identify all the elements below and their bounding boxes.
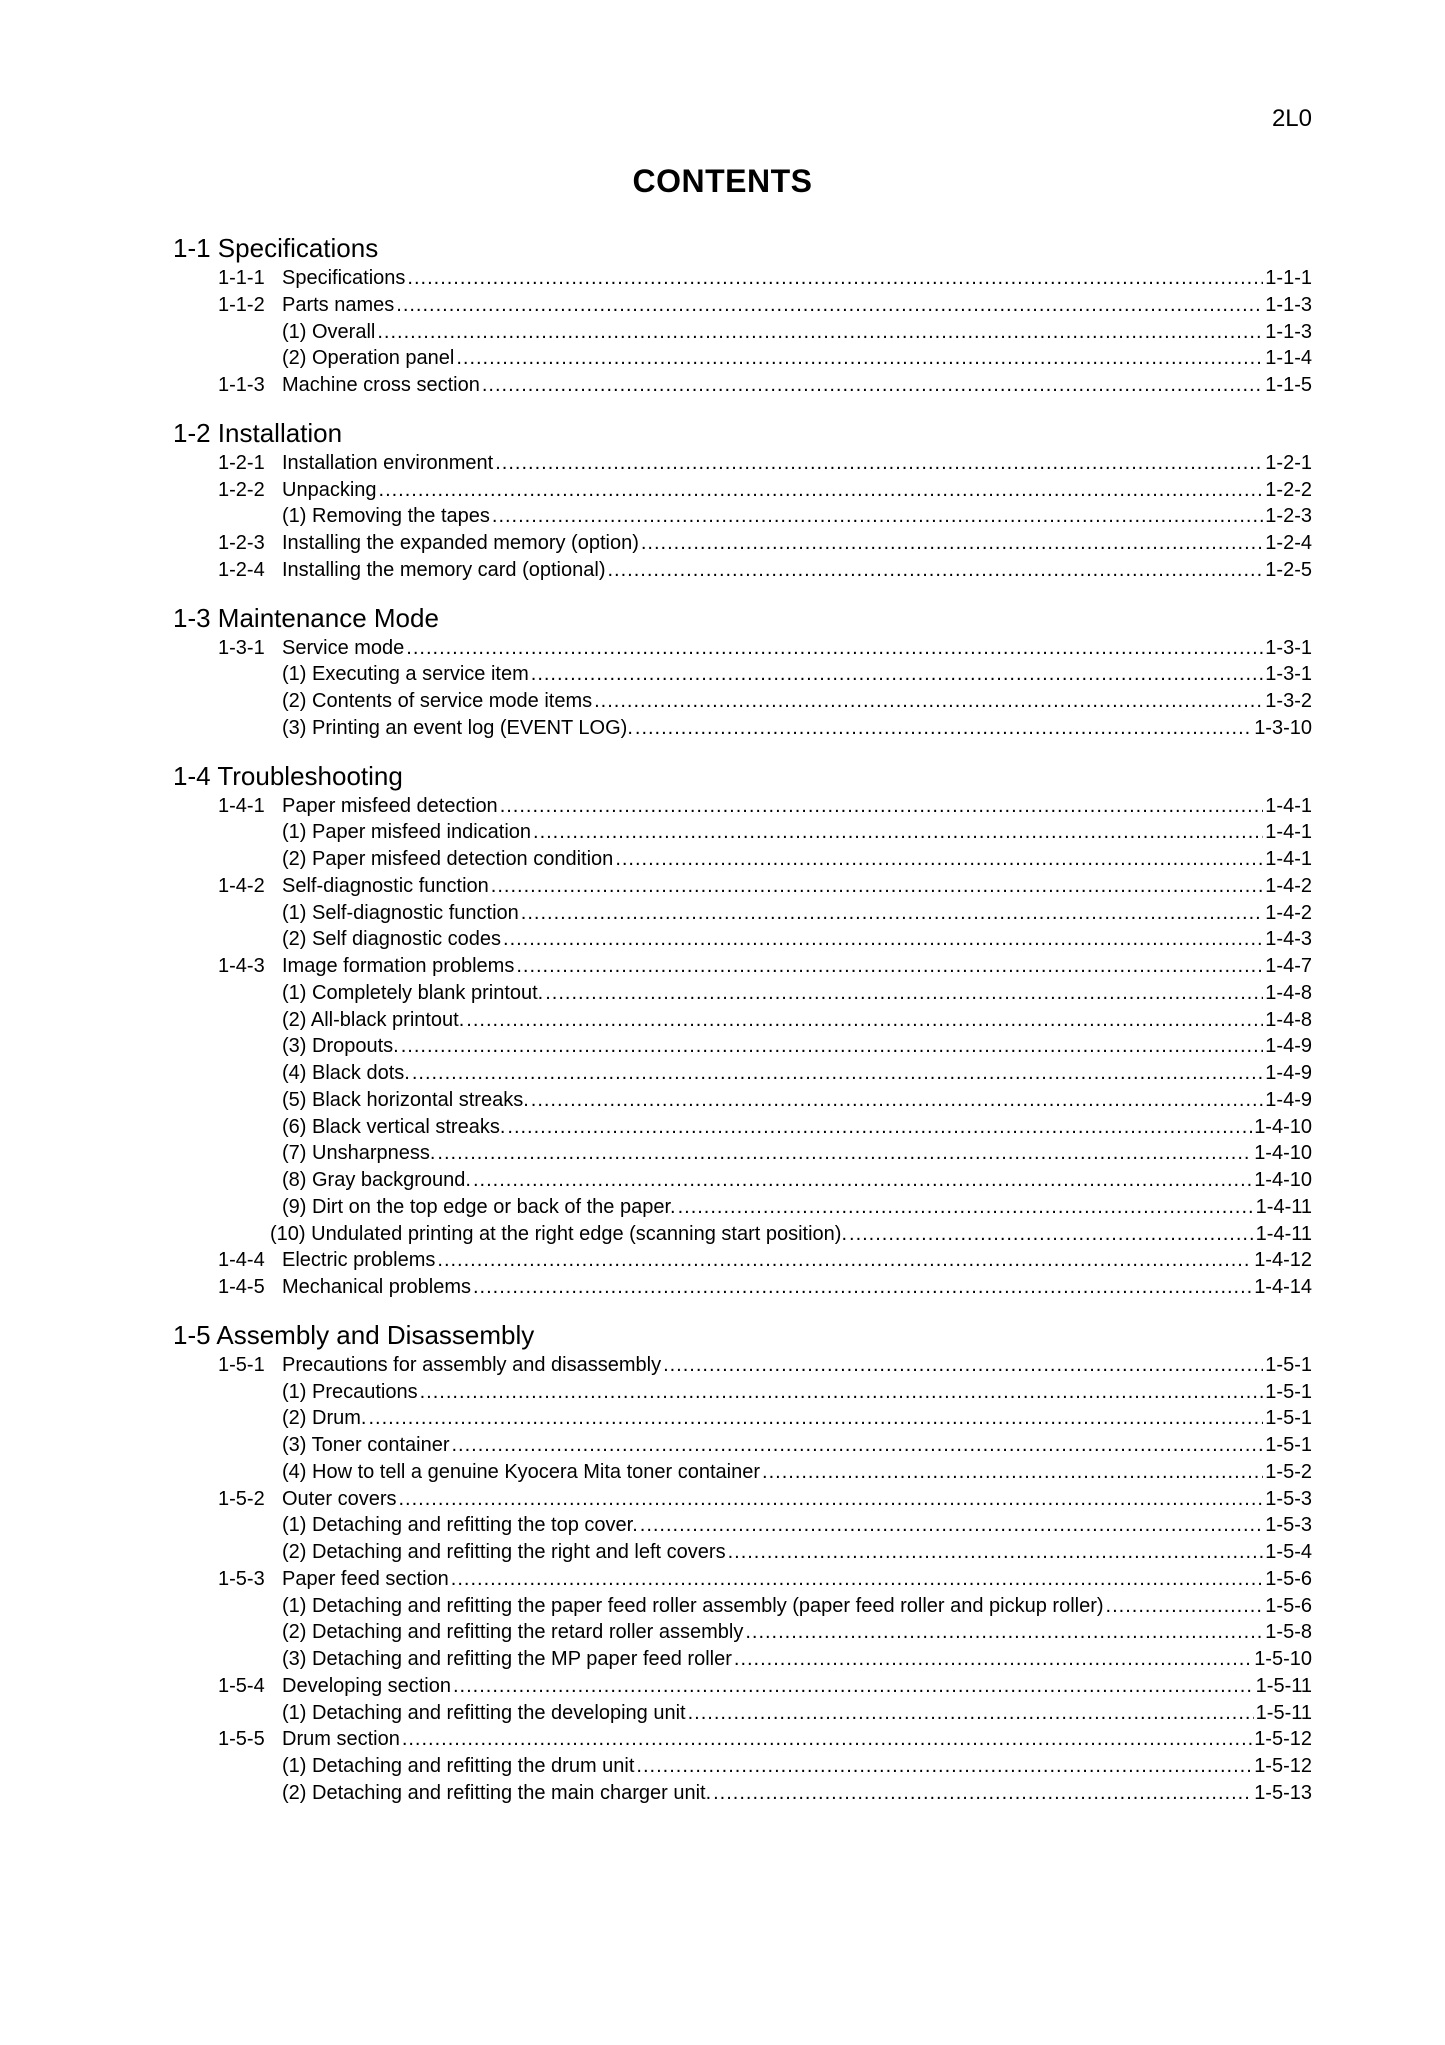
entry-page-number: 1-5-11 <box>1255 1674 1312 1697</box>
entry-title: (4) Black dots. <box>282 1062 410 1084</box>
entry-title: (3) Printing an event log (EVENT LOG). <box>282 716 633 739</box>
entry-number: 1-3-1 <box>218 636 265 659</box>
entry-page-number: 1-4-10 <box>1254 1115 1312 1138</box>
dot-leader <box>482 372 1263 399</box>
toc-subentry[interactable] <box>173 661 1312 688</box>
toc-entry[interactable] <box>173 1566 1312 1593</box>
entry-number: 1-5-5 <box>218 1728 265 1751</box>
dot-leader <box>368 1405 1263 1432</box>
toc-subentry[interactable] <box>173 715 1312 742</box>
entry-title: (10) Undulated printing at the right edge (scanning start position). <box>270 1222 848 1245</box>
entry-title: (2) Detaching and refitting the right and left covers <box>282 1541 726 1563</box>
toc-subentry[interactable] <box>173 819 1312 846</box>
entry-title: (2) All-black printout. <box>282 1008 465 1031</box>
toc-subentry[interactable] <box>173 1700 1312 1727</box>
entry-title: Drum section <box>282 1728 400 1751</box>
entry-page-number: 1-5-8 <box>1265 1621 1312 1644</box>
dot-leader <box>396 292 1263 319</box>
entry-title: (1) Overall <box>282 320 376 343</box>
dot-leader <box>1106 1593 1264 1620</box>
entry-title: (2) Self diagnostic codes <box>282 928 502 951</box>
entry-title: (1) Precautions <box>282 1380 418 1403</box>
entry-title: Specifications <box>282 267 406 289</box>
dot-leader <box>849 1221 1254 1248</box>
entry-title: (1) Detaching and refitting the top cover. <box>282 1514 638 1537</box>
toc-subentry[interactable] <box>173 1060 1312 1087</box>
dot-leader <box>456 345 1263 372</box>
entry-title: Electric problems <box>282 1249 436 1272</box>
dot-leader <box>473 1274 1252 1301</box>
dot-leader <box>533 819 1263 846</box>
toc-subentry[interactable] <box>173 926 1312 953</box>
toc-subentry[interactable] <box>173 1379 1312 1406</box>
entry-page-number: 1-5-1 <box>1265 1353 1312 1376</box>
toc-section <box>173 231 1312 399</box>
dot-leader <box>451 1566 1264 1593</box>
entry-page-number: 1-5-10 <box>1254 1648 1312 1670</box>
entry-title: (1) Completely blank printout. <box>282 981 544 1004</box>
entry-title: Installing the memory card (optional) <box>282 558 606 581</box>
dot-leader <box>401 1033 1264 1060</box>
dot-leader <box>437 1140 1252 1167</box>
entry-page-number: 1-4-7 <box>1265 955 1312 977</box>
toc-entry[interactable] <box>173 1247 1312 1274</box>
entry-number: 1-4-1 <box>218 794 265 817</box>
toc-subentry[interactable] <box>173 1033 1312 1060</box>
entry-number: 1-5-4 <box>218 1674 265 1697</box>
toc-entry[interactable] <box>173 450 1312 477</box>
entry-number: 1-4-4 <box>218 1249 265 1272</box>
toc-subentry[interactable] <box>173 1087 1312 1114</box>
dot-leader <box>745 1619 1263 1646</box>
toc-entry[interactable] <box>173 1352 1312 1379</box>
dot-leader <box>635 715 1252 742</box>
section-heading: 1-3 Maintenance Mode <box>173 602 439 633</box>
entry-page-number: 1-4-10 <box>1254 1169 1312 1191</box>
entry-number: 1-2-3 <box>218 532 265 554</box>
dot-leader <box>640 1512 1264 1539</box>
entry-number: 1-4-3 <box>218 955 265 977</box>
toc-subentry[interactable] <box>173 1646 1312 1673</box>
toc-subentry[interactable] <box>173 1619 1312 1646</box>
toc-subentry[interactable] <box>173 1753 1312 1780</box>
entry-number: 1-4-2 <box>218 874 265 897</box>
entry-title: Self-diagnostic function <box>282 874 489 897</box>
entry-title: (3) Detaching and refitting the MP paper feed roller <box>282 1648 732 1670</box>
toc-entry[interactable] <box>173 1726 1312 1753</box>
entry-page-number: 1-4-8 <box>1265 1008 1312 1031</box>
toc-entry[interactable] <box>173 1673 1312 1700</box>
toc-entry[interactable] <box>173 953 1312 980</box>
entry-title: (1) Detaching and refitting the paper feed roller assembly (paper feed roller and pickup roller) <box>282 1594 1104 1617</box>
entry-number: 1-5-1 <box>218 1353 265 1376</box>
entry-page-number: 1-5-11 <box>1255 1701 1312 1724</box>
toc-subentry[interactable] <box>173 1593 1312 1620</box>
toc-entry[interactable] <box>173 477 1312 504</box>
entry-number: 1-5-2 <box>218 1487 265 1510</box>
dot-leader <box>492 503 1263 530</box>
entry-title: Parts names <box>282 293 395 316</box>
section-heading: 1-2 Installation <box>173 417 343 448</box>
toc-entry[interactable] <box>173 292 1312 319</box>
entry-page-number: 1-5-1 <box>1265 1407 1312 1430</box>
dot-leader <box>420 1379 1264 1406</box>
entry-page-number: 1-1-3 <box>1265 320 1312 343</box>
entry-page-number: 1-4-11 <box>1255 1195 1312 1218</box>
entry-page-number: 1-4-1 <box>1265 848 1312 870</box>
dot-leader <box>663 1352 1263 1379</box>
entry-page-number: 1-5-6 <box>1265 1567 1312 1590</box>
toc-subentry[interactable] <box>173 980 1312 1007</box>
dot-leader <box>516 953 1263 980</box>
entry-title: (8) Gray background. <box>282 1169 471 1191</box>
dot-leader <box>734 1646 1252 1673</box>
table-of-contents <box>173 231 1312 1824</box>
toc-subentry[interactable] <box>173 1194 1312 1221</box>
toc-subentry[interactable] <box>173 1405 1312 1432</box>
toc-subentry[interactable] <box>173 1140 1312 1167</box>
dot-leader <box>636 1753 1252 1780</box>
entry-title: (1) Removing the tapes <box>282 505 490 528</box>
toc-subentry[interactable] <box>173 503 1312 530</box>
entry-number: 1-2-4 <box>218 558 265 581</box>
dot-leader <box>453 1673 1254 1700</box>
entry-page-number: 1-3-1 <box>1265 663 1312 686</box>
toc-entry[interactable] <box>173 873 1312 900</box>
entry-page-number: 1-4-10 <box>1254 1142 1312 1165</box>
entry-title: (1) Self-diagnostic function <box>282 901 519 924</box>
toc-subentry[interactable] <box>173 846 1312 873</box>
entry-page-number: 1-4-2 <box>1265 874 1312 897</box>
entry-title: Unpacking <box>282 478 377 501</box>
toc-section <box>173 759 1312 1301</box>
entry-title: (2) Drum. <box>282 1407 367 1430</box>
dot-leader <box>503 926 1263 953</box>
toc-subentry[interactable] <box>173 1007 1312 1034</box>
toc-entry[interactable] <box>173 793 1312 820</box>
entry-page-number: 1-4-11 <box>1255 1222 1312 1245</box>
dot-leader <box>406 635 1263 662</box>
entry-title: (2) Contents of service mode items <box>282 690 593 712</box>
entry-number: 1-1-2 <box>218 293 265 316</box>
dot-leader <box>607 557 1263 584</box>
entry-number: 1-2-2 <box>218 478 265 501</box>
dot-leader <box>678 1194 1254 1221</box>
entry-number: 1-1-3 <box>218 374 265 396</box>
entry-page-number: 1-2-4 <box>1265 532 1312 554</box>
entry-title: (2) Detaching and refitting the retard roller assembly <box>282 1621 744 1644</box>
toc-subentry[interactable] <box>173 1512 1312 1539</box>
dot-leader <box>398 1486 1263 1513</box>
toc-entry[interactable] <box>173 530 1312 557</box>
toc-entry[interactable] <box>173 1486 1312 1513</box>
dot-leader <box>713 1780 1252 1807</box>
dot-leader <box>452 1432 1264 1459</box>
toc-section <box>173 1318 1312 1807</box>
entry-title: Developing section <box>282 1674 451 1697</box>
entry-page-number: 1-4-3 <box>1265 928 1312 951</box>
dot-leader <box>521 900 1264 927</box>
toc-subentry[interactable] <box>173 345 1312 372</box>
entry-title: Machine cross section <box>282 374 480 396</box>
entry-page-number: 1-4-14 <box>1254 1276 1312 1298</box>
entry-number: 1-1-1 <box>218 267 265 289</box>
entry-page-number: 1-5-6 <box>1265 1594 1312 1617</box>
entry-page-number: 1-4-9 <box>1265 1035 1312 1058</box>
entry-number: 1-4-5 <box>218 1276 265 1298</box>
entry-title: (2) Operation panel <box>282 347 455 370</box>
dot-leader <box>594 688 1263 715</box>
entry-page-number: 1-4-12 <box>1254 1249 1312 1272</box>
dot-leader <box>412 1060 1263 1087</box>
entry-page-number: 1-4-9 <box>1265 1088 1312 1111</box>
toc-subentry[interactable] <box>173 688 1312 715</box>
entry-title: Precautions for assembly and disassembly <box>282 1353 662 1376</box>
entry-page-number: 1-2-3 <box>1265 505 1312 528</box>
toc-subentry[interactable] <box>173 1167 1312 1194</box>
toc-subentry[interactable] <box>173 1114 1312 1141</box>
entry-title: (6) Black vertical streaks. <box>282 1115 506 1138</box>
dot-leader <box>545 980 1263 1007</box>
toc-section <box>173 601 1312 742</box>
entry-number: 1-2-1 <box>218 451 265 474</box>
entry-page-number: 1-3-2 <box>1265 690 1312 712</box>
entry-title: (1) Detaching and refitting the drum unit <box>282 1755 635 1777</box>
section-heading: 1-4 Troubleshooting <box>173 760 403 791</box>
entry-title: Mechanical problems <box>282 1276 471 1298</box>
entry-page-number: 1-4-2 <box>1265 901 1312 924</box>
toc-entry[interactable] <box>173 372 1312 399</box>
entry-page-number: 1-1-3 <box>1265 293 1312 316</box>
entry-title: Paper feed section <box>282 1567 449 1590</box>
entry-page-number: 1-5-1 <box>1265 1434 1312 1456</box>
entry-title: (3) Toner container <box>282 1434 450 1456</box>
entry-page-number: 1-5-12 <box>1254 1728 1312 1751</box>
dot-leader <box>762 1459 1263 1486</box>
entry-page-number: 1-4-8 <box>1265 981 1312 1004</box>
entry-page-number: 1-5-3 <box>1265 1514 1312 1537</box>
entry-page-number: 1-3-1 <box>1265 636 1312 659</box>
toc-section <box>173 416 1312 584</box>
document-code: 2L0 <box>1271 105 1312 132</box>
toc-subentry[interactable] <box>173 1221 1312 1248</box>
entry-title: (2) Paper misfeed detection condition <box>282 848 614 870</box>
dot-leader <box>688 1700 1254 1727</box>
toc-entry[interactable] <box>173 635 1312 662</box>
dot-leader <box>507 1114 1252 1141</box>
page-title: CONTENTS <box>632 163 813 199</box>
entry-page-number: 1-4-1 <box>1265 821 1312 844</box>
entry-title: (5) Black horizontal streaks. <box>282 1088 529 1111</box>
entry-title: (3) Dropouts. <box>282 1035 399 1058</box>
section-heading: 1-5 Assembly and Disassembly <box>173 1319 535 1350</box>
entry-page-number: 1-1-5 <box>1265 374 1312 396</box>
entry-title: (2) Detaching and refitting the main charger unit. <box>282 1781 712 1804</box>
entry-title: (4) How to tell a genuine Kyocera Mita toner container <box>282 1460 761 1483</box>
toc-subentry[interactable] <box>173 1432 1312 1459</box>
entry-page-number: 1-2-2 <box>1265 478 1312 501</box>
toc-subentry[interactable] <box>173 1459 1312 1486</box>
entry-title: Installation environment <box>282 451 494 474</box>
entry-page-number: 1-5-4 <box>1265 1541 1312 1563</box>
toc-entry[interactable] <box>173 557 1312 584</box>
dot-leader <box>473 1167 1252 1194</box>
dot-leader <box>407 265 1263 292</box>
toc-entry[interactable] <box>173 265 1312 292</box>
entry-page-number: 1-1-1 <box>1265 267 1312 289</box>
dot-leader <box>615 846 1263 873</box>
entry-page-number: 1-3-10 <box>1254 716 1312 739</box>
entry-number: 1-5-3 <box>218 1567 265 1590</box>
entry-title: (1) Executing a service item <box>282 663 529 686</box>
entry-title: (9) Dirt on the top edge or back of the paper. <box>282 1195 676 1218</box>
entry-title: (1) Paper misfeed indication <box>282 821 532 844</box>
toc-subentry[interactable] <box>173 900 1312 927</box>
dot-leader <box>402 1726 1252 1753</box>
dot-leader <box>500 793 1264 820</box>
entry-page-number: 1-2-5 <box>1265 558 1312 581</box>
section-heading: 1-1 Specifications <box>173 233 379 263</box>
entry-page-number: 1-5-3 <box>1265 1487 1312 1510</box>
entry-page-number: 1-4-1 <box>1265 794 1312 817</box>
dot-leader <box>379 477 1264 504</box>
entry-title: Outer covers <box>282 1487 397 1510</box>
entry-title: Installing the expanded memory (option) <box>282 532 639 554</box>
entry-page-number: 1-4-9 <box>1265 1062 1312 1084</box>
toc-subentry[interactable] <box>173 1539 1312 1566</box>
entry-page-number: 1-2-1 <box>1265 451 1312 474</box>
toc-subentry[interactable] <box>173 1780 1312 1807</box>
dot-leader <box>531 661 1264 688</box>
dot-leader <box>641 530 1263 557</box>
entry-page-number: 1-5-2 <box>1265 1460 1312 1483</box>
dot-leader <box>377 319 1263 346</box>
dot-leader <box>531 1087 1264 1114</box>
entry-page-number: 1-5-1 <box>1265 1380 1312 1403</box>
entry-title: (7) Unsharpness. <box>282 1142 436 1165</box>
dot-leader <box>728 1539 1264 1566</box>
entry-page-number: 1-5-12 <box>1254 1755 1312 1777</box>
dot-leader <box>437 1247 1252 1274</box>
entry-page-number: 1-1-4 <box>1265 347 1312 370</box>
toc-entry[interactable] <box>173 1274 1312 1301</box>
toc-subentry[interactable] <box>173 319 1312 346</box>
dot-leader <box>495 450 1263 477</box>
dot-leader <box>466 1007 1263 1034</box>
entry-title: Paper misfeed detection <box>282 794 498 817</box>
entry-title: Service mode <box>282 636 405 659</box>
entry-title: (1) Detaching and refitting the developing unit <box>282 1701 686 1724</box>
entry-title: Image formation problems <box>282 955 515 977</box>
entry-page-number: 1-5-13 <box>1254 1781 1312 1804</box>
dot-leader <box>491 873 1264 900</box>
